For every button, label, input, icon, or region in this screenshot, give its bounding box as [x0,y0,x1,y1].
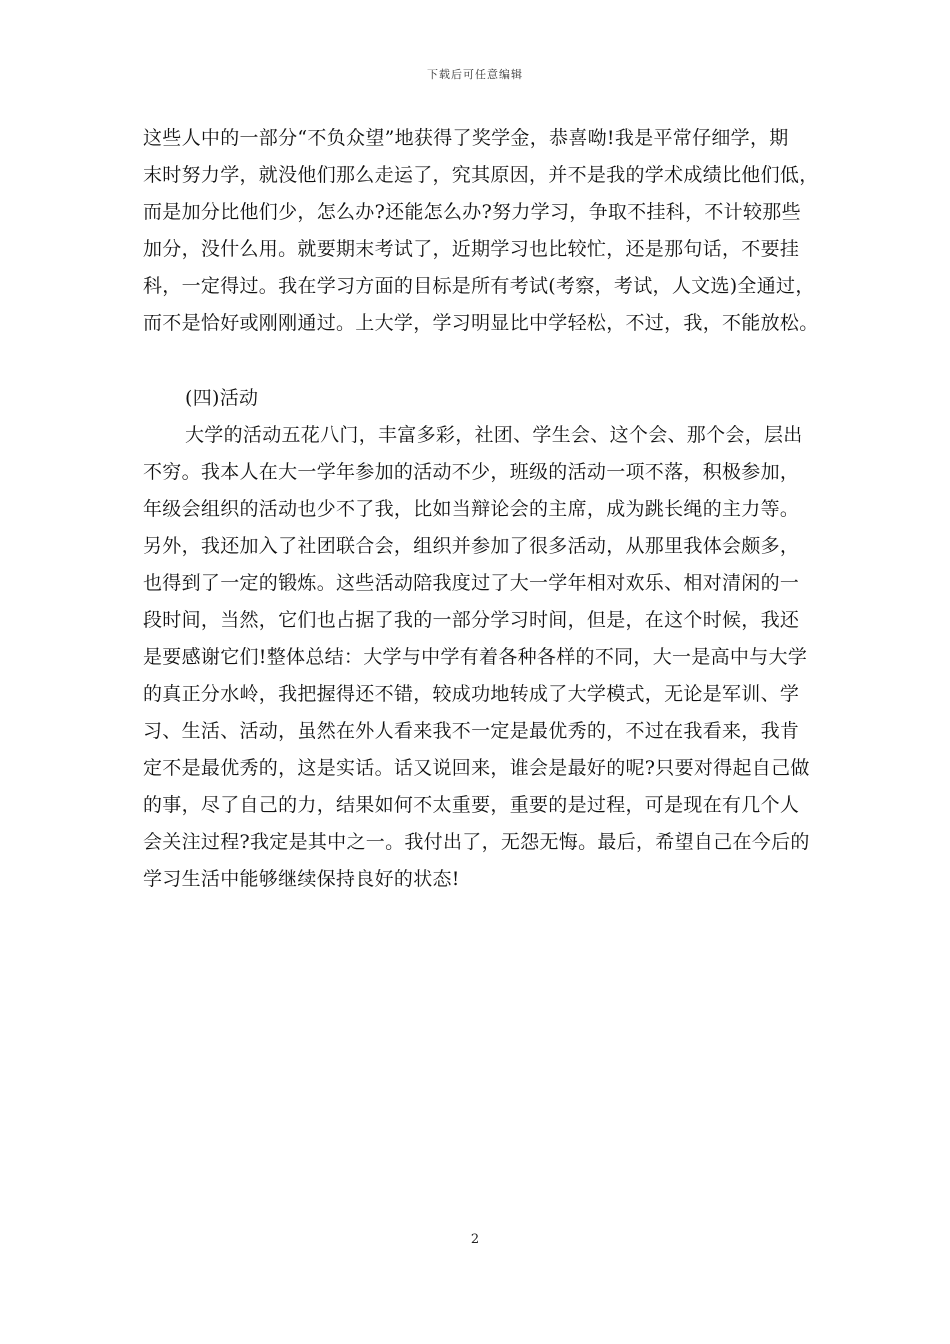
text-line: 段时间，当然，它们也占据了我的一部分学习时间，但是，在这个时候，我还 [143,609,800,631]
text-line: 的事，尽了自己的力，结果如何不太重要，重要的是过程，可是现在有几个人 [143,794,800,816]
text-line: 会关注过程?我定是其中之一。我付出了，无怨无悔。最后，希望自己在今后的 [143,831,810,853]
text-line: 科，一定得过。我在学习方面的目标是所有考试(考察，考试，人文选)全通过， [143,275,815,297]
text-line: 不穷。我本人在大一学年参加的活动不少，班级的活动一项不落，积极参加， [143,461,800,483]
text-line: 也得到了一定的锻炼。这些活动陪我度过了大一学年相对欢乐、相对清闲的一 [143,572,800,594]
text-line: 大学的活动五花八门，丰富多彩，社团、学生会、这个会、那个会，层出 [185,424,803,446]
text-line: 而不是恰好或刚刚通过。上大学，学习明显比中学轻松，不过，我，不能放松。 [143,312,819,334]
text-line: 另外，我还加入了社团联合会，组织并参加了很多活动，从那里我体会颇多， [143,535,800,557]
text-line: 末时努力学，就没他们那么走运了，究其原因，并不是我的学术成绩比他们低， [143,164,819,186]
text-line: 是要感谢它们!整体总结：大学与中学有着各种各样的不同，大一是高中与大学 [143,646,808,668]
text-line: 定不是最优秀的，这是实话。话又说回来，谁会是最好的呢?只要对得起自己做 [143,757,810,779]
text-line: 而是加分比他们少，怎么办?还能怎么办?努力学习，争取不挂科，不计较那些 [143,201,801,223]
text-line: 加分，没什么用。就要期末考试了，近期学习也比较忙，还是那句话，不要挂 [143,238,800,260]
text-line: 的真正分水岭，我把握得还不错，较成功地转成了大学模式，无论是军训、学 [143,683,800,705]
text-line: 这些人中的一部分“不负众望”地获得了奖学金，恭喜呦!我是平常仔细学，期 [143,127,789,149]
section-heading: (四)活动 [185,387,259,409]
page-header: 下载后可任意编辑 [427,68,523,81]
text-line: 学习生活中能够继续保持良好的状态! [143,868,460,890]
text-line: 习、生活、活动，虽然在外人看来我不一定是最优秀的，不过在我看来，我肯 [143,720,800,742]
page-number: 2 [470,1232,480,1247]
text-line: 年级会组织的活动也少不了我，比如当辩论会的主席，成为跳长绳的主力等。 [143,498,800,520]
